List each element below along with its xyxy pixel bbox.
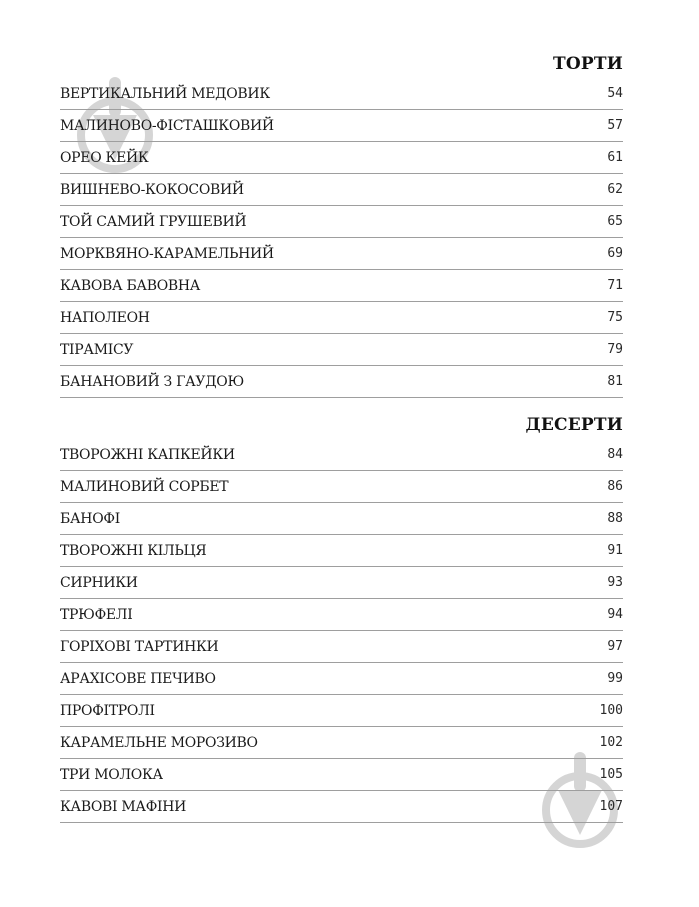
toc-entry-title: КАРАМЕЛЬНЕ МОРОЗИВО <box>60 734 258 751</box>
toc-entry-title: ТІРАМІСУ <box>60 341 134 358</box>
toc-entry[interactable] <box>60 631 623 663</box>
toc-entry[interactable] <box>60 695 623 727</box>
section-title: ДЕСЕРТИ <box>525 415 623 435</box>
toc-entry-title: МАЛИНОВО-ФІСТАШКОВИЙ <box>60 117 274 134</box>
toc-entry-title: ТВОРОЖНІ КАПКЕЙКИ <box>60 446 235 463</box>
toc-entry-page-number: 105 <box>599 767 623 782</box>
toc-entry-page-number: 65 <box>607 214 623 229</box>
toc-entry[interactable] <box>60 78 623 110</box>
section-desserts <box>60 411 623 823</box>
toc-entry-title: НАПОЛЕОН <box>60 309 150 326</box>
section-title: ТОРТИ <box>553 54 623 74</box>
toc-entry[interactable] <box>60 238 623 270</box>
toc-entry-title: КАВОВА БАВОВНА <box>60 277 201 294</box>
toc-entry-page-number: 102 <box>599 735 623 750</box>
toc-entry-page-number: 99 <box>607 671 623 686</box>
toc-entry-title: ТОЙ САМИЙ ГРУШЕВИЙ <box>60 213 247 230</box>
toc-entry[interactable] <box>60 727 623 759</box>
toc-entry-title: ВЕРТИКАЛЬНИЙ МЕДОВИК <box>60 85 270 102</box>
toc-entry-title: БАНОФІ <box>60 510 120 527</box>
toc-entry-title: МАЛИНОВИЙ СОРБЕТ <box>60 478 229 495</box>
toc-entry-page-number: 97 <box>607 639 623 654</box>
toc-entry[interactable] <box>60 567 623 599</box>
toc-entry-page-number: 54 <box>607 86 623 101</box>
toc-entry-page-number: 100 <box>599 703 623 718</box>
toc-entry-page-number: 62 <box>607 182 623 197</box>
toc-entry[interactable] <box>60 471 623 503</box>
toc-entry[interactable] <box>60 791 623 823</box>
toc-entry-title: ТРЮФЕЛІ <box>60 606 133 623</box>
toc-entry[interactable] <box>60 599 623 631</box>
toc-entry-title: ТВОРОЖНІ КІЛЬЦЯ <box>60 542 207 559</box>
toc-entry-title: ГОРІХОВІ ТАРТИНКИ <box>60 638 219 655</box>
toc-entry-page-number: 84 <box>607 447 623 462</box>
toc-entry-title: СИРНИКИ <box>60 574 138 591</box>
toc-entry-title: КАВОВІ МАФІНИ <box>60 798 187 815</box>
toc-entry-title: ТРИ МОЛОКА <box>60 766 163 783</box>
toc-entry[interactable] <box>60 270 623 302</box>
toc-entry[interactable] <box>60 366 623 398</box>
toc-entry-title: МОРКВЯНО-КАРАМЕЛЬНИЙ <box>60 245 274 262</box>
toc-entry-page-number: 93 <box>607 575 623 590</box>
toc-list <box>60 439 623 823</box>
toc-entry[interactable] <box>60 759 623 791</box>
toc-list <box>60 78 623 398</box>
toc-entry-page-number: 81 <box>607 374 623 389</box>
toc-entry-page-number: 88 <box>607 511 623 526</box>
toc-entry[interactable] <box>60 663 623 695</box>
toc-entry-page-number: 75 <box>607 310 623 325</box>
section-cakes <box>60 50 623 398</box>
toc-entry-title: ВИШНЕВО-КОКОСОВИЙ <box>60 181 244 198</box>
toc-entry-page-number: 57 <box>607 118 623 133</box>
toc-entry-page-number: 69 <box>607 246 623 261</box>
toc-entry[interactable] <box>60 439 623 471</box>
toc-entry-title: АРАХІСОВЕ ПЕЧИВО <box>60 670 216 687</box>
toc-entry-page-number: 86 <box>607 479 623 494</box>
toc-entry[interactable] <box>60 535 623 567</box>
toc-entry[interactable] <box>60 110 623 142</box>
toc-entry-page-number: 94 <box>607 607 623 622</box>
toc-entry-title: БАНАНОВИЙ З ГАУДОЮ <box>60 373 244 390</box>
toc-entry-title: ОРЕО КЕЙК <box>60 149 149 166</box>
toc-entry-page-number: 107 <box>599 799 623 814</box>
toc-entry-page-number: 71 <box>607 278 623 293</box>
toc-entry-page-number: 61 <box>607 150 623 165</box>
toc-entry[interactable] <box>60 334 623 366</box>
toc-entry[interactable] <box>60 503 623 535</box>
toc-entry[interactable] <box>60 206 623 238</box>
toc-entry-page-number: 79 <box>607 342 623 357</box>
toc-entry-title: ПРОФІТРОЛІ <box>60 702 155 719</box>
toc-entry-page-number: 91 <box>607 543 623 558</box>
toc-entry[interactable] <box>60 174 623 206</box>
toc-entry[interactable] <box>60 142 623 174</box>
toc-entry[interactable] <box>60 302 623 334</box>
